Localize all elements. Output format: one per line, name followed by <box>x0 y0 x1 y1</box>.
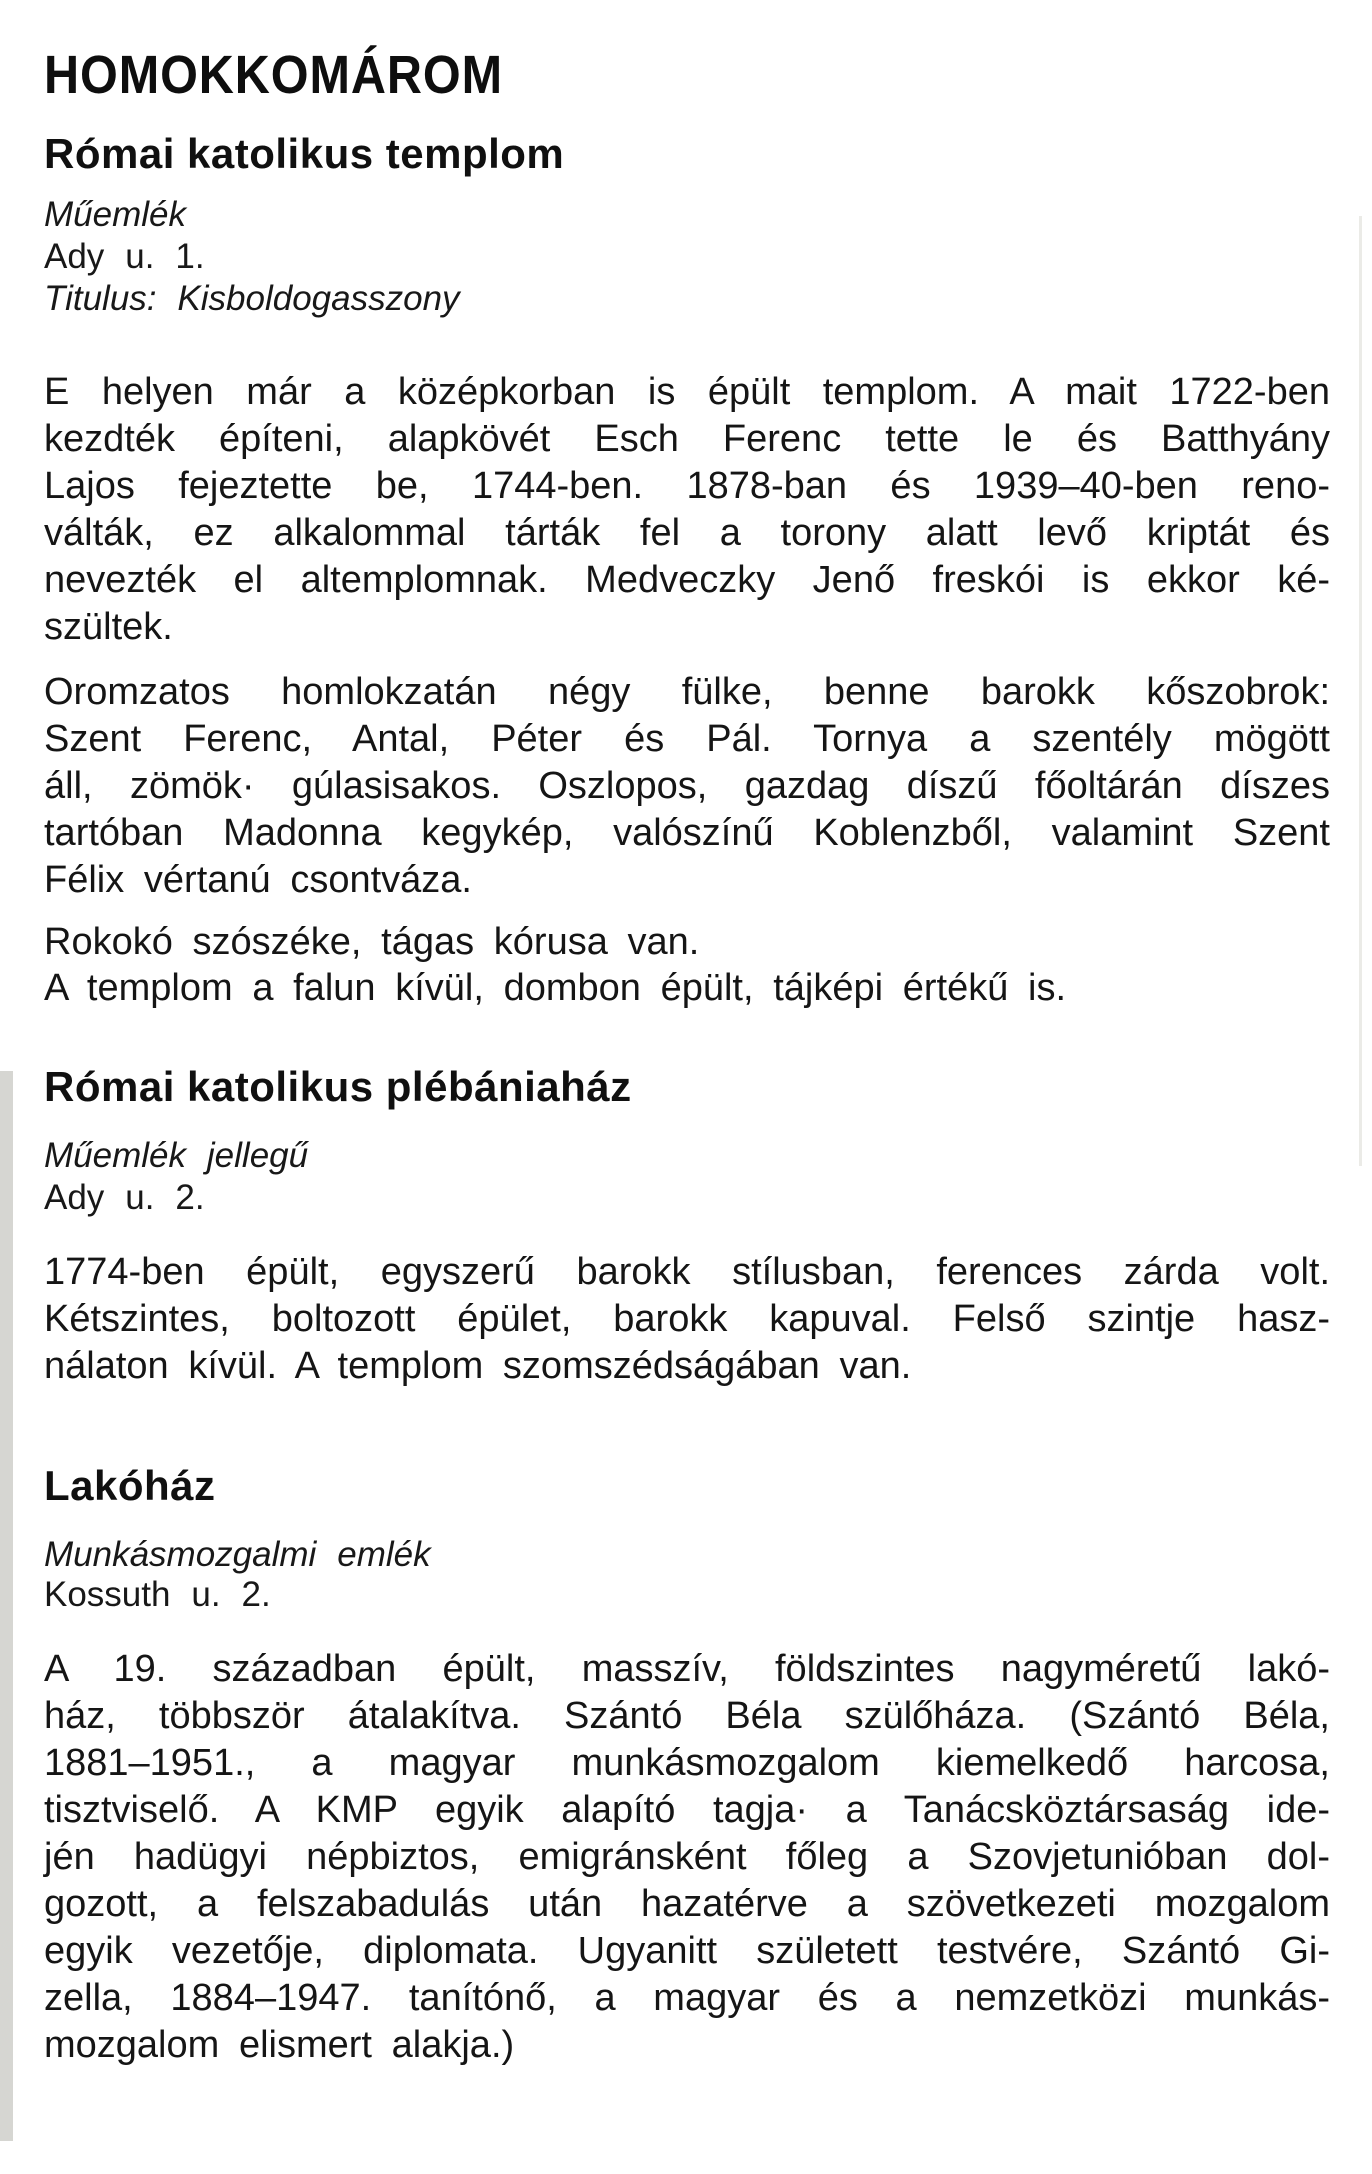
paragraph <box>44 369 1330 651</box>
section-heading: Római katolikus templom <box>44 130 565 177</box>
section-heading: Római katolikus plébániaház <box>44 1063 632 1110</box>
text-line: szültek. <box>44 606 173 648</box>
text-line: egyik vezetője, diplomata. Ugyanitt született testvére, Szántó Gi- <box>44 1930 1330 1972</box>
text-line: gozott, a felszabadulás után hazatérve a szövetkezeti mozgalom <box>44 1883 1330 1925</box>
text-line: Szent Ferenc, Antal, Péter és Pál. Tornya a szentély mögött <box>44 718 1330 760</box>
text-line: Félix vértanú csontváza. <box>44 859 472 901</box>
meta-line: Kossuth u. 2. <box>44 1575 271 1614</box>
meta-line: Műemlék jellegű <box>44 1136 309 1175</box>
meta-line: Munkásmozgalmi emlék <box>44 1535 431 1574</box>
section-heading: Lakóház <box>44 1462 216 1509</box>
section-1 <box>44 131 1330 1011</box>
meta-block <box>44 194 1330 320</box>
text-line: 1881–1951., a magyar munkásmozgalom kiemelkedő harcosa, <box>44 1742 1330 1784</box>
scan-edge-shadow <box>0 1071 13 2141</box>
paragraph <box>44 1249 1330 1390</box>
meta-block <box>44 1135 1330 1219</box>
text-line: E helyen már a középkorban is épült templom. A mait 1722-ben <box>44 371 1330 413</box>
page-title: HOMOKKOMÁROM <box>44 45 503 105</box>
text-line: A 19. században épült, masszív, földszintes nagyméretű lakó- <box>44 1648 1330 1690</box>
text-line: A templom a falun kívül, dombon épült, tájképi értékű is. <box>44 967 1067 1009</box>
meta-block <box>44 1535 1330 1615</box>
meta-line: Műemlék <box>44 195 186 234</box>
meta-line: Titulus: Kisboldogasszony <box>44 279 460 318</box>
text-line: nálaton kívül. A templom szomszédságában van. <box>44 1345 912 1387</box>
text-line: Oromzatos homlokzatán négy fülke, benne barokk kőszobrok: <box>44 671 1330 713</box>
text-line: kezdték építeni, alapkövét Esch Ferenc tette le és Batthyány <box>44 418 1330 460</box>
text-line: nevezték el altemplomnak. Medveczky Jenő freskói is ekkor ké- <box>44 559 1330 601</box>
text-line: 1774-ben épült, egyszerű barokk stílusban, ferences zárda volt. <box>44 1251 1330 1293</box>
scan-right-streak <box>1359 216 1362 1166</box>
paragraph <box>44 919 1330 1011</box>
section-3 <box>44 1463 1330 2069</box>
section-2 <box>44 1064 1330 1390</box>
text-line: jén hadügyi népbiztos, emigránsként főleg a Szovjetunióban dol- <box>44 1836 1330 1878</box>
sections-container <box>44 131 1330 2069</box>
meta-line: Ady u. 1. <box>44 237 205 276</box>
paragraph <box>44 669 1330 904</box>
text-line: áll, zömök· gúlasisakos. Oszlopos, gazdag díszű főoltárán díszes <box>44 765 1330 807</box>
text-line: Kétszintes, boltozott épület, barokk kapuval. Felső szintje hasz- <box>44 1298 1330 1340</box>
paragraph <box>44 1646 1330 2069</box>
text-line: Lajos fejeztette be, 1744-ben. 1878-ban és 1939–40-ben reno- <box>44 465 1330 507</box>
text-line: tartóban Madonna kegykép, valószínű Koblenzből, valamint Szent <box>44 812 1330 854</box>
text-line: ház, többször átalakítva. Szántó Béla szülőháza. (Szántó Béla, <box>44 1695 1330 1737</box>
text-line: tisztviselő. A KMP egyik alapító tagja· a Tanácsköztársaság ide- <box>44 1789 1330 1831</box>
text-line: válták, ez alkalommal tárták fel a torony alatt levő kriptát és <box>44 512 1330 554</box>
text-line: Rokokó szószéke, tágas kórusa van. <box>44 921 700 963</box>
meta-line: Ady u. 2. <box>44 1178 205 1217</box>
text-line: zella, 1884–1947. tanítónő, a magyar és a nemzetközi munkás- <box>44 1977 1330 2019</box>
scanned-book-page <box>0 46 1372 2174</box>
text-line: mozgalom elismert alakja.) <box>44 2024 515 2066</box>
